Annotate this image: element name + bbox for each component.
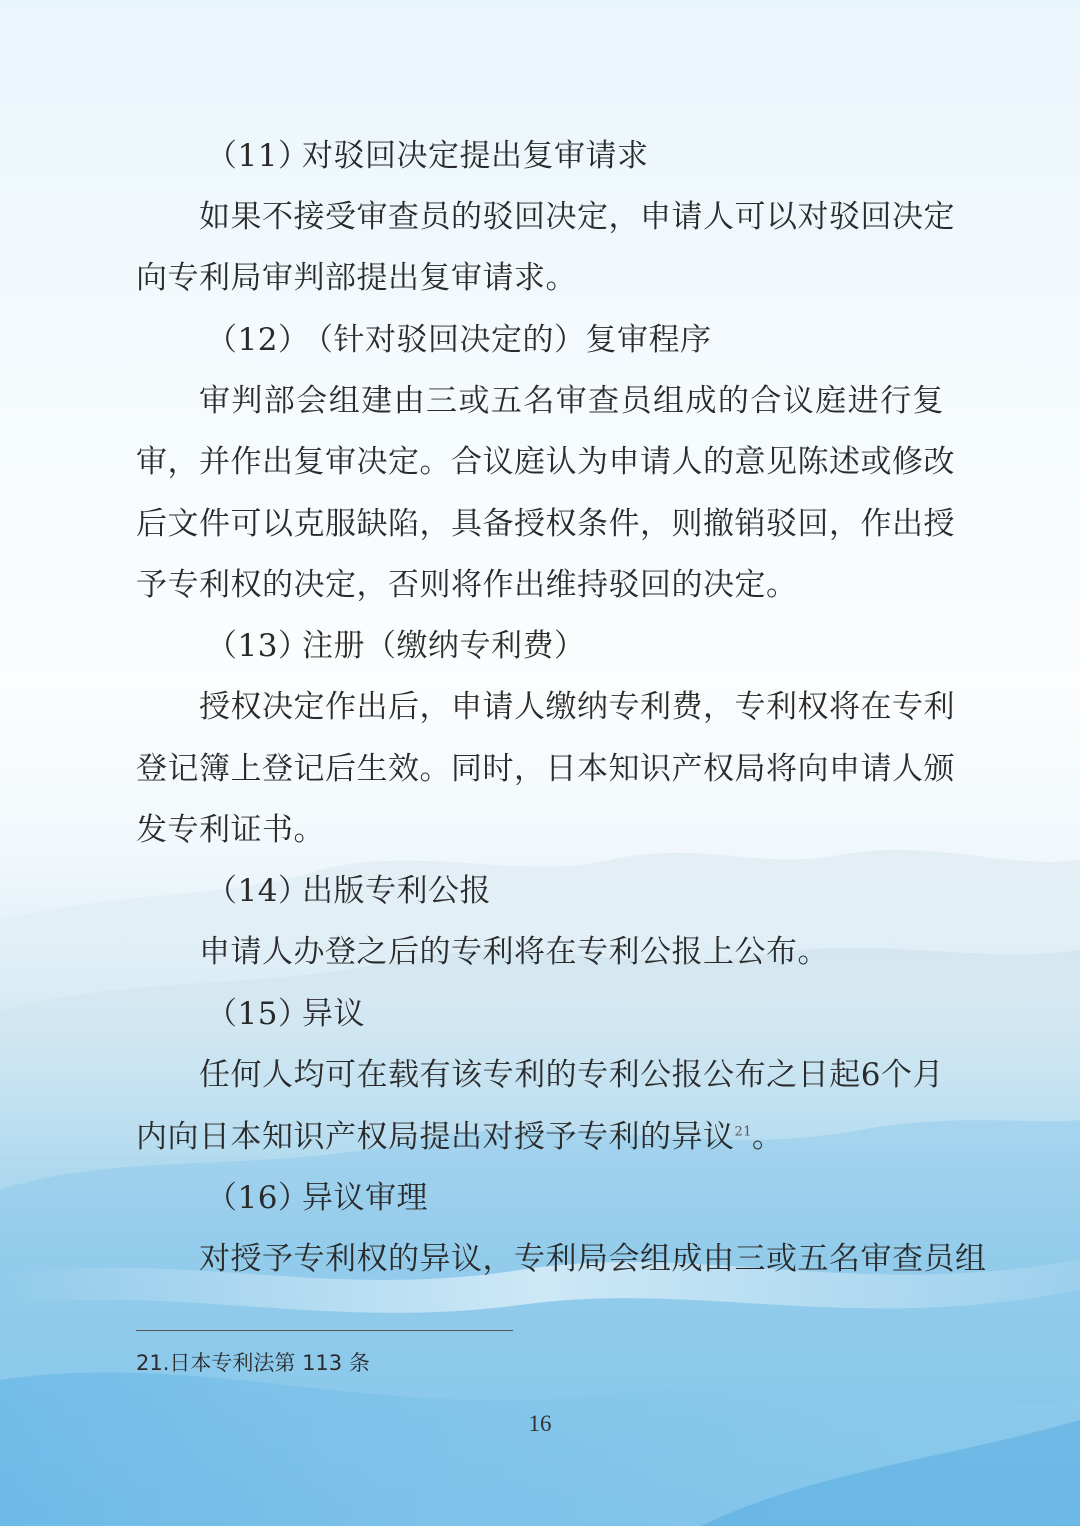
footnote-reference[interactable]: 21 bbox=[734, 1124, 753, 1140]
section-title: 出版专利公报 bbox=[302, 873, 491, 909]
paragraph-end-punctuation: 。 bbox=[752, 1119, 784, 1155]
section-heading-14 bbox=[206, 871, 491, 911]
section-number: （12） bbox=[206, 322, 310, 358]
section-heading-13 bbox=[206, 626, 586, 666]
section-title: 注册（缴纳专利费） bbox=[302, 628, 586, 664]
section-title: 异议审理 bbox=[302, 1180, 428, 1216]
paragraph-line: 任何人均可在载有该专利的专利公报公布之日起6个月 bbox=[199, 1057, 944, 1093]
section-heading-11 bbox=[206, 136, 649, 176]
section-heading-16 bbox=[206, 1178, 428, 1218]
paragraph-line: 授权决定作出后，申请人缴纳专利费，专利权将在专利 bbox=[199, 689, 955, 725]
paragraph-line: 审判部会组建由三或五名审查员组成的合议庭进行复 bbox=[199, 383, 944, 419]
paragraph-line: 如果不接受审查员的驳回决定，申请人可以对驳回决定 bbox=[199, 199, 955, 235]
section-heading-12 bbox=[206, 320, 712, 360]
paragraph-line: 申请人办登之后的专利将在专利公报上公布。 bbox=[199, 934, 829, 970]
footnote-separator bbox=[136, 1330, 513, 1331]
section-title: （针对驳回决定的）复审程序 bbox=[302, 322, 712, 358]
section-number: （11） bbox=[206, 138, 310, 174]
paragraph-line: 对授予专利权的异议，专利局会组成由三或五名审查员组 bbox=[199, 1241, 987, 1277]
page-number: 16 bbox=[528, 1411, 552, 1436]
paragraph-text: 内向日本知识产权局提出对授予专利的异议 bbox=[136, 1119, 735, 1155]
section-number: （14） bbox=[206, 873, 310, 909]
paragraph-line: 予专利权的决定，否则将作出维持驳回的决定。 bbox=[136, 567, 798, 603]
section-number: （15） bbox=[206, 996, 310, 1032]
paragraph-line: 发专利证书。 bbox=[136, 812, 325, 848]
paragraph-line: 后文件可以克服缺陷，具备授权条件，则撤销驳回，作出授 bbox=[136, 506, 955, 542]
paragraph-line: 审，并作出复审决定。合议庭认为申请人的意见陈述或修改 bbox=[136, 444, 955, 480]
footnote: 21.日本专利法第 113 条 bbox=[136, 1351, 370, 1375]
paragraph-line-with-footnote bbox=[136, 1117, 784, 1157]
paragraph-line: 向专利局审判部提出复审请求。 bbox=[136, 260, 577, 296]
paragraph-line: 登记簿上登记后生效。同时，日本知识产权局将向申请人颁 bbox=[136, 751, 955, 787]
section-title: 对驳回决定提出复审请求 bbox=[302, 138, 649, 174]
section-heading-15 bbox=[206, 994, 365, 1034]
section-number: （16） bbox=[206, 1180, 310, 1216]
section-title: 异议 bbox=[302, 996, 365, 1032]
section-number: （13） bbox=[206, 628, 310, 664]
